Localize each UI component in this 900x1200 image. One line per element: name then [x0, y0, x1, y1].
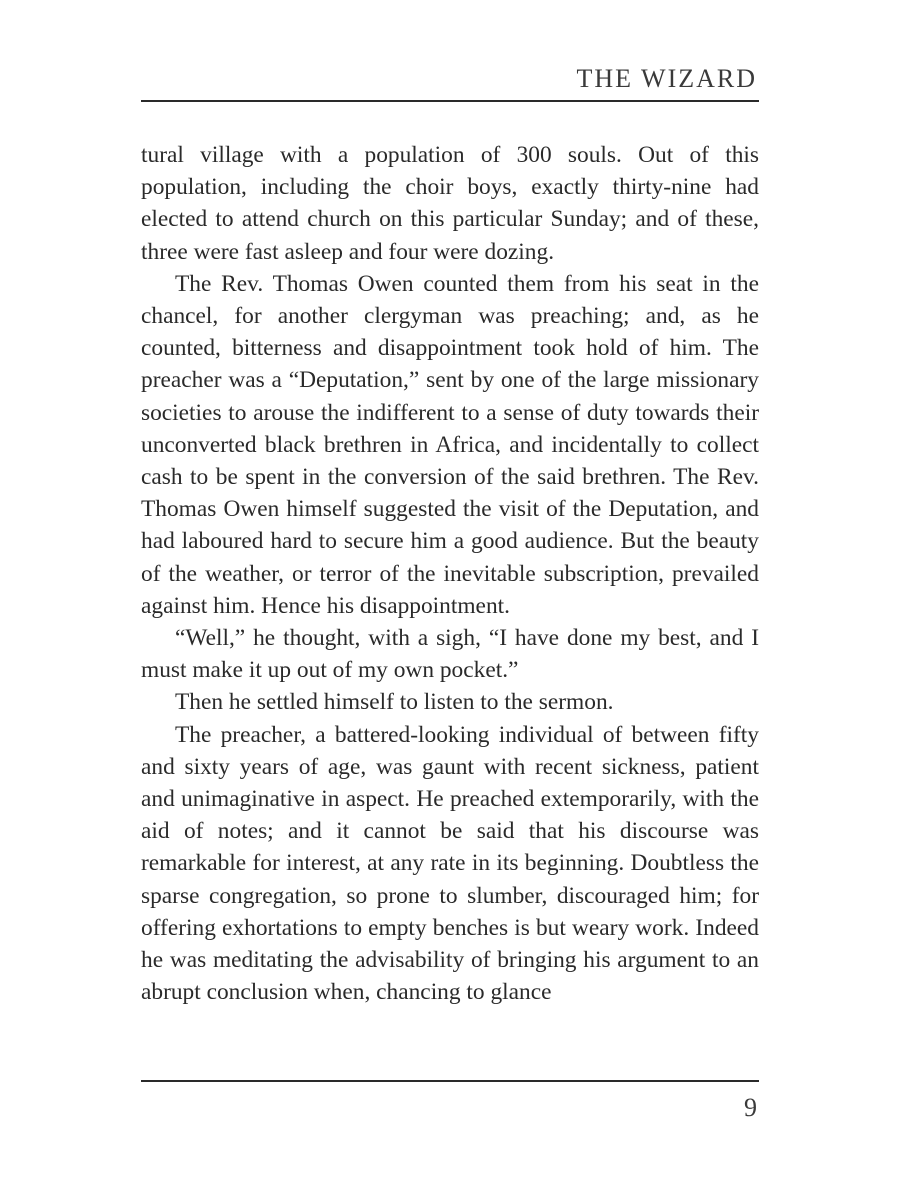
footer-rule [141, 1080, 759, 1082]
paragraph: The Rev. Thomas Owen counted them from his seat in the chancel, for another clergyman was preaching; and, as he counted, bitterness and disappointment took hold of him. The preacher was a “Deputation,” sent by one of the large missionary societies to arouse the indifferent to a sense of duty towards their unconverted black brethren in Africa, and incidentally to collect cash to be spent in the conversion of the said brethren. The Rev. Thomas Owen himself suggested the visit of the Deputation, and had laboured hard to secure him a good audience. But the beauty of the weather, or terror of the inevitable subscription, prevailed against him. Hence his disappointment. [141, 270, 759, 619]
running-head: THE WIZARD [576, 64, 757, 93]
page-number: 9 [744, 1093, 757, 1122]
paragraph: The preacher, a battered-looking individual of between fifty and sixty years of age, was gaunt with recent sickness, patient and unimaginative in aspect. He preached extemporarily, with the aid of notes; and it cannot be said that his discourse was remarkable for interest, at any rate in its beginning. Doubtless the sparse congregation, so prone to slumber, discouraged him; for offering exhortations to empty benches is but weary work. Indeed he was meditating the advisability of bringing his argument to an abrupt conclusion when, chancing to glance [141, 721, 759, 1006]
header-rule [141, 100, 759, 102]
paragraph: tural village with a population of 300 souls. Out of this population, including the choir boys, exactly thirty-nine had elected to attend church on this particular Sunday; and of these, three were fast asleep and four were dozing. [141, 142, 759, 265]
paragraph: “Well,” he thought, with a sigh, “I have done my best, and I must make it up out of my own pocket.” [141, 625, 759, 684]
body-text [141, 139, 759, 1008]
paragraph: Then he settled himself to listen to the sermon. [175, 689, 614, 716]
